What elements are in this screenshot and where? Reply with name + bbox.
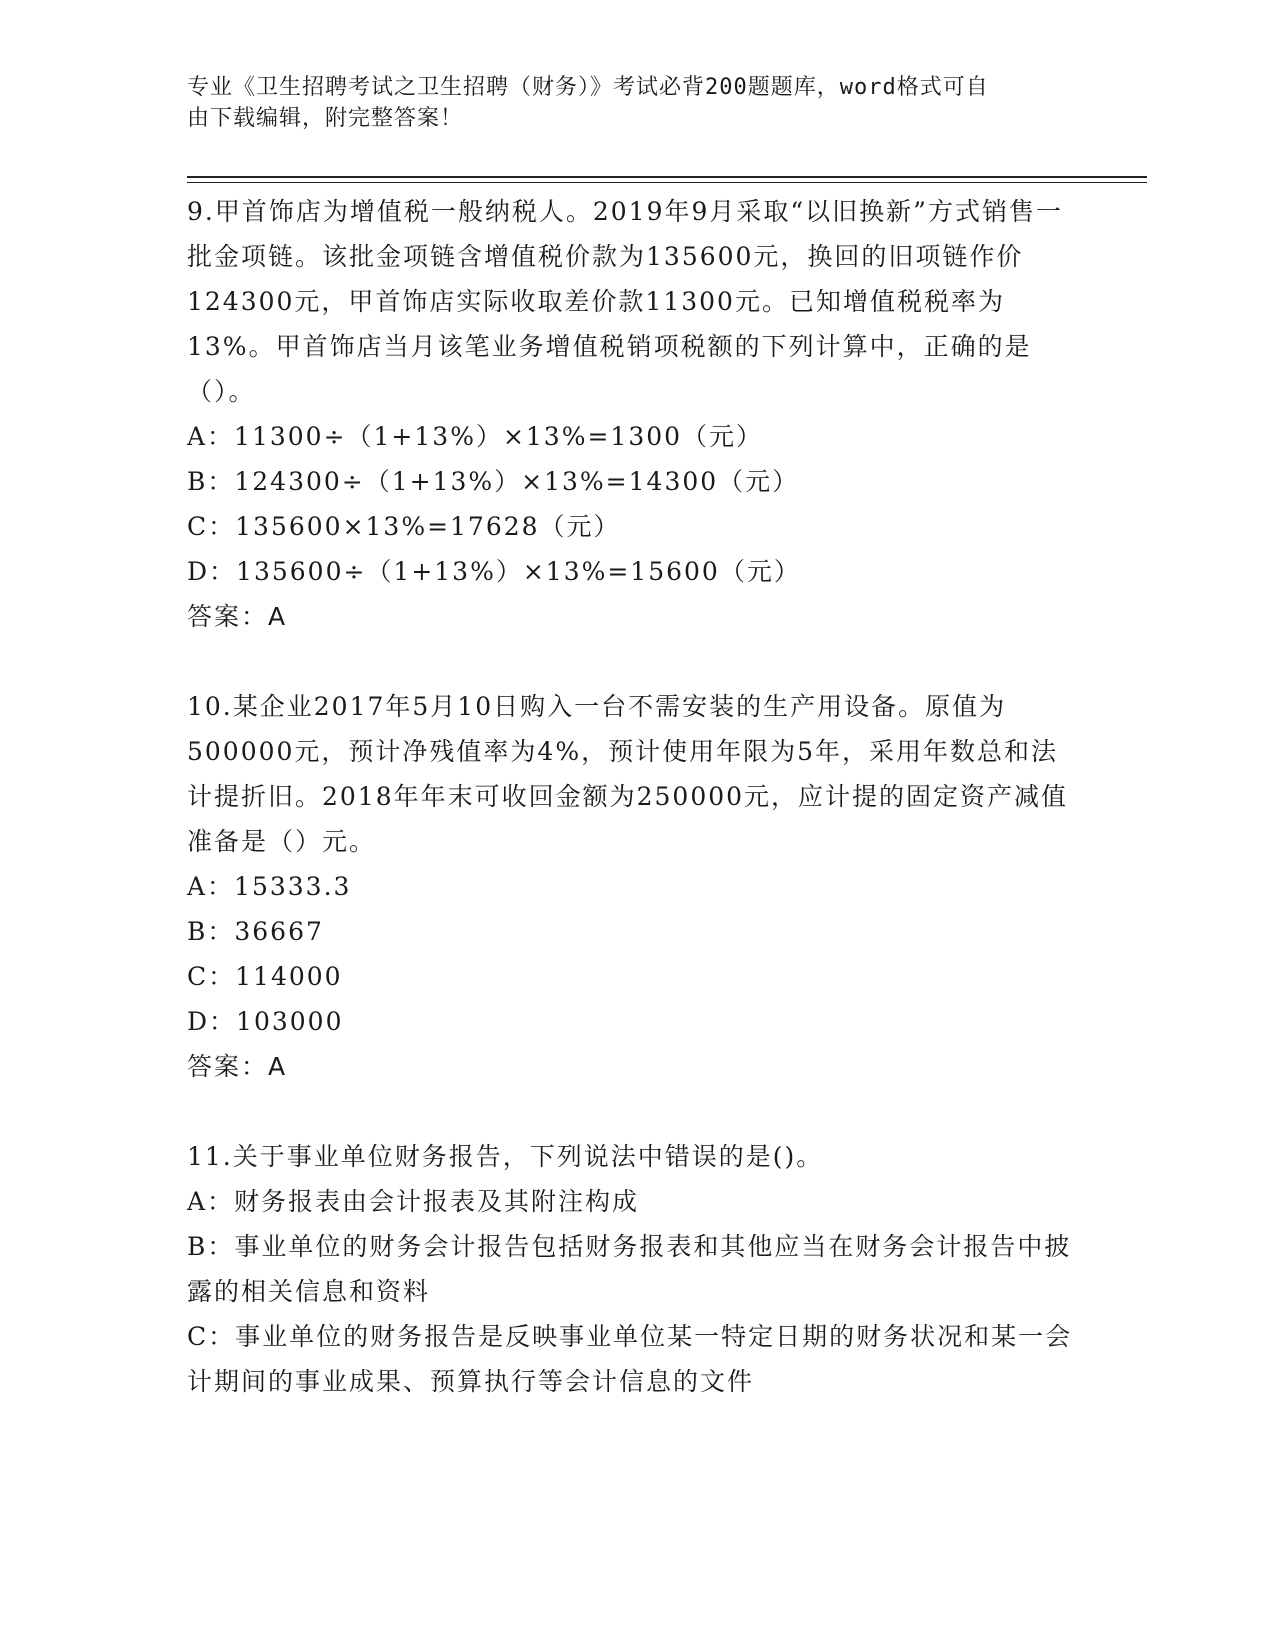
question-stem: 10.某企业2017年5月10日购入一台不需安装的生产用设备。原值为500000元，预计净残值率为4%，预计使用年限为5年，采用年数总和法计提折旧。2018年年末可收回金额为250000元，应计提的固定资产减值准备是（）元。 <box>187 692 1069 856</box>
option-a: A：11300÷（1+13%）×13%=1300（元） <box>187 422 764 451</box>
option-c: C：135600×13%=17628（元） <box>187 512 621 541</box>
document-header <box>187 72 1067 134</box>
header-divider-thick <box>187 176 1147 178</box>
question-stem: 11.关于事业单位财务报告，下列说法中错误的是()。 <box>187 1142 824 1171</box>
option-a: A：15333.3 <box>187 872 352 901</box>
header-line-1: 专业《卫生招聘考试之卫生招聘（财务）》考试必背200题题库，word格式可自 <box>187 75 989 100</box>
option-b: B：事业单位的财务会计报告包括财务报表和其他应当在财务会计报告中披露的相关信息和资料 <box>187 1232 1072 1306</box>
option-b: B：36667 <box>187 917 324 946</box>
question-stem: 9.甲首饰店为增值税一般纳税人。2019年9月采取“以旧换新”方式销售一批金项链。该批金项链含增值税价款为135600元，换回的旧项链作价124300元，甲首饰店实际收取差价款11300元。已知增值税税率为13%。甲首饰店当月该笔业务增值税销项税额的下列计算中，正确的是（）。 <box>187 197 1063 406</box>
option-a: A：财务报表由会计报表及其附注构成 <box>187 1187 640 1216</box>
option-d: D：103000 <box>187 1007 344 1036</box>
question-list <box>187 189 1077 1404</box>
option-c: C：事业单位的财务报告是反映事业单位某一特定日期的财务状况和某一会计期间的事业成果、预算执行等会计信息的文件 <box>187 1322 1073 1396</box>
question-11 <box>187 1134 1077 1404</box>
option-c: C：114000 <box>187 962 343 991</box>
question-9 <box>187 189 1077 639</box>
answer-label: 答案：A <box>187 602 288 631</box>
answer-label: 答案：A <box>187 1052 288 1081</box>
header-divider-thin <box>187 182 1147 183</box>
option-b: B：124300÷（1+13%）×13%=14300（元） <box>187 467 800 496</box>
question-spacer <box>187 639 1077 684</box>
header-line-2: 由下载编辑，附完整答案！ <box>187 106 464 131</box>
question-spacer <box>187 1089 1077 1134</box>
question-10 <box>187 684 1077 1089</box>
option-d: D：135600÷（1+13%）×13%=15600（元） <box>187 557 801 586</box>
